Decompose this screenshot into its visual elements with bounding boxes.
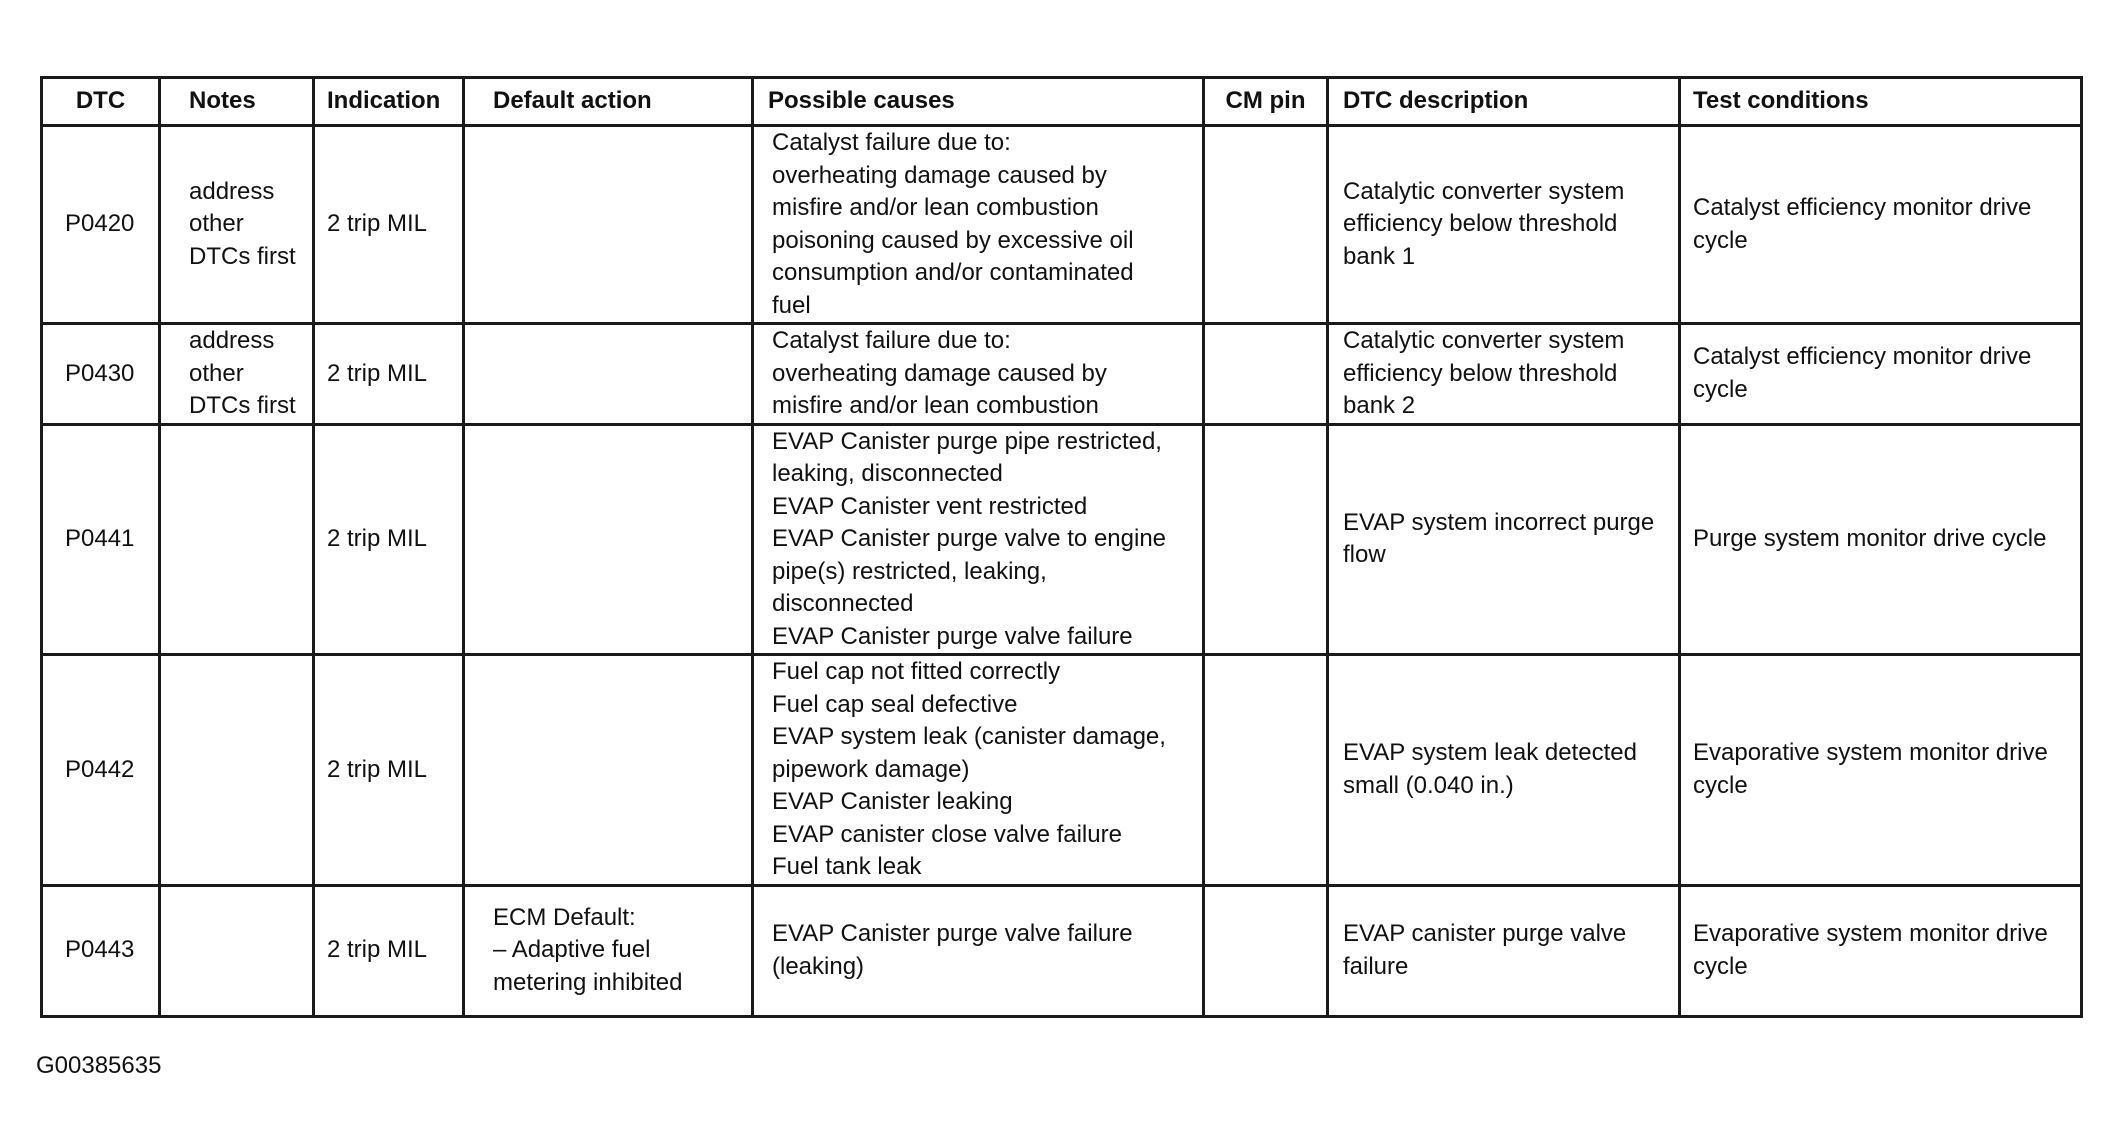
dtc-description-cell bbox=[1328, 126, 1680, 324]
test-conditions-cell bbox=[1680, 424, 2082, 655]
indication-cell: 2 trip MIL bbox=[314, 885, 464, 1016]
table-row bbox=[42, 324, 2082, 425]
dtc-code-cell: P0441 bbox=[42, 424, 160, 655]
notes-line: other bbox=[189, 210, 244, 238]
notes-line: address bbox=[189, 327, 275, 354]
notes-line: address bbox=[189, 177, 275, 205]
possible-causes-line: (leaking) bbox=[772, 952, 865, 980]
indication-cell: 2 trip MIL bbox=[314, 424, 464, 655]
dtc-description-line: EVAP canister purge valve bbox=[1343, 920, 1627, 947]
default-action-line: metering inhibited bbox=[493, 968, 683, 996]
header-notes: Notes bbox=[160, 78, 314, 126]
test-conditions-cell bbox=[1680, 655, 2082, 886]
test-conditions-cell bbox=[1680, 126, 2082, 324]
dtc-description-line: failure bbox=[1343, 952, 1409, 980]
table-row bbox=[42, 655, 2082, 886]
notes-cell bbox=[160, 655, 314, 886]
possible-causes-line: overheating damage caused by bbox=[772, 359, 1107, 387]
dtc-description-cell bbox=[1328, 885, 1680, 1016]
possible-causes-line: Fuel cap seal defective bbox=[772, 690, 1018, 718]
possible-causes-line: disconnected bbox=[772, 590, 914, 617]
possible-causes-line: Fuel cap not fitted correctly bbox=[772, 658, 1061, 685]
possible-causes-line: fuel bbox=[772, 291, 811, 319]
table-row bbox=[42, 885, 2082, 1016]
test-conditions-line: Evaporative system monitor drive bbox=[1693, 920, 2048, 947]
header-dtc: DTC bbox=[42, 78, 160, 126]
indication-cell: 2 trip MIL bbox=[314, 655, 464, 886]
table-row bbox=[42, 126, 2082, 324]
possible-causes-line: EVAP system leak (canister damage, bbox=[772, 723, 1166, 750]
possible-causes-line: EVAP Canister purge valve failure bbox=[772, 920, 1133, 947]
default-action-cell bbox=[464, 655, 753, 886]
dtc-description-cell bbox=[1328, 655, 1680, 886]
possible-causes-line: overheating damage caused by bbox=[772, 161, 1107, 189]
notes-cell bbox=[160, 324, 314, 425]
table-header-row bbox=[42, 78, 2082, 126]
test-conditions-line: cycle bbox=[1693, 952, 1748, 980]
test-conditions-line: Catalyst efficiency monitor drive bbox=[1693, 194, 2032, 221]
possible-causes-line: pipework damage) bbox=[772, 755, 970, 783]
dtc-code-cell: P0443 bbox=[42, 885, 160, 1016]
header-possible-causes: Possible causes bbox=[753, 78, 1204, 126]
header-dtc-description: DTC description bbox=[1328, 78, 1680, 126]
test-conditions-line: cycle bbox=[1693, 375, 1748, 403]
possible-causes-line: misfire and/or lean combustion bbox=[772, 194, 1099, 221]
header-default-action: Default action bbox=[464, 78, 753, 126]
test-conditions-cell bbox=[1680, 885, 2082, 1016]
dtc-description-line: small (0.040 in.) bbox=[1343, 771, 1514, 799]
cm-pin-cell bbox=[1204, 126, 1328, 324]
possible-causes-line: pipe(s) restricted, leaking, bbox=[772, 557, 1047, 585]
dtc-code-cell: P0420 bbox=[42, 126, 160, 324]
test-conditions-line: cycle bbox=[1693, 226, 1748, 254]
default-action-cell bbox=[464, 885, 753, 1016]
indication-cell: 2 trip MIL bbox=[314, 126, 464, 324]
default-action-cell bbox=[464, 324, 753, 425]
possible-causes-cell bbox=[753, 324, 1204, 425]
cm-pin-cell bbox=[1204, 424, 1328, 655]
possible-causes-line: EVAP Canister purge pipe restricted, bbox=[772, 427, 1162, 455]
possible-causes-line: leaking, disconnected bbox=[772, 460, 1003, 487]
possible-causes-line: misfire and/or lean combustion bbox=[772, 392, 1099, 419]
possible-causes-line: EVAP canister close valve failure bbox=[772, 820, 1122, 848]
header-cm-pin: CM pin bbox=[1204, 78, 1328, 126]
possible-causes-line: Catalyst failure due to: bbox=[772, 327, 1011, 354]
dtc-description-line: flow bbox=[1343, 541, 1386, 569]
cm-pin-cell bbox=[1204, 324, 1328, 425]
header-test-conditions: Test conditions bbox=[1680, 78, 2082, 126]
dtc-description-cell bbox=[1328, 424, 1680, 655]
possible-causes-line: EVAP Canister leaking bbox=[772, 788, 1013, 815]
dtc-description-line: bank 2 bbox=[1343, 392, 1416, 419]
dtc-description-line: bank 1 bbox=[1343, 242, 1416, 270]
indication-cell: 2 trip MIL bbox=[314, 324, 464, 425]
possible-causes-cell bbox=[753, 885, 1204, 1016]
dtc-description-line: EVAP system leak detected bbox=[1343, 739, 1637, 767]
notes-line: other bbox=[189, 359, 244, 387]
default-action-line: ECM Default: bbox=[493, 903, 636, 931]
cm-pin-cell bbox=[1204, 885, 1328, 1016]
cm-pin-cell bbox=[1204, 655, 1328, 886]
possible-causes-cell bbox=[753, 424, 1204, 655]
notes-cell bbox=[160, 885, 314, 1016]
possible-causes-line: EVAP Canister vent restricted bbox=[772, 492, 1088, 520]
possible-causes-line: poisoning caused by excessive oil bbox=[772, 226, 1134, 254]
possible-causes-line: EVAP Canister purge valve to engine bbox=[772, 525, 1167, 552]
possible-causes-cell bbox=[753, 126, 1204, 324]
notes-cell bbox=[160, 424, 314, 655]
possible-causes-line: Catalyst failure due to: bbox=[772, 129, 1011, 156]
dtc-description-line: EVAP system incorrect purge bbox=[1343, 508, 1655, 536]
dtc-description-line: efficiency below threshold bbox=[1343, 359, 1618, 387]
notes-line: DTCs first bbox=[189, 392, 296, 419]
figure-id: G00385635 bbox=[36, 1052, 162, 1079]
notes-line: DTCs first bbox=[189, 242, 296, 270]
possible-causes-line: Fuel tank leak bbox=[772, 853, 922, 880]
test-conditions-line: Evaporative system monitor drive bbox=[1693, 739, 2048, 767]
default-action-cell bbox=[464, 126, 753, 324]
dtc-code-cell: P0430 bbox=[42, 324, 160, 425]
dtc-description-cell bbox=[1328, 324, 1680, 425]
dtc-code-cell: P0442 bbox=[42, 655, 160, 886]
possible-causes-line: consumption and/or contaminated bbox=[772, 259, 1134, 286]
table-row bbox=[42, 424, 2082, 655]
default-action-line: – Adaptive fuel bbox=[493, 936, 651, 964]
possible-causes-cell bbox=[753, 655, 1204, 886]
dtc-description-line: Catalytic converter system bbox=[1343, 177, 1625, 205]
test-conditions-cell bbox=[1680, 324, 2082, 425]
dtc-description-line: efficiency below threshold bbox=[1343, 210, 1618, 238]
table-body bbox=[42, 126, 2082, 1017]
possible-causes-line: EVAP Canister purge valve failure bbox=[772, 622, 1133, 650]
dtc-table bbox=[40, 76, 2083, 1018]
test-conditions-line: cycle bbox=[1693, 771, 1748, 799]
default-action-cell bbox=[464, 424, 753, 655]
header-indication: Indication bbox=[314, 78, 464, 126]
test-conditions-line: Purge system monitor drive cycle bbox=[1693, 525, 2047, 552]
test-conditions-line: Catalyst efficiency monitor drive bbox=[1693, 343, 2032, 371]
dtc-description-line: Catalytic converter system bbox=[1343, 327, 1625, 354]
notes-cell bbox=[160, 126, 314, 324]
